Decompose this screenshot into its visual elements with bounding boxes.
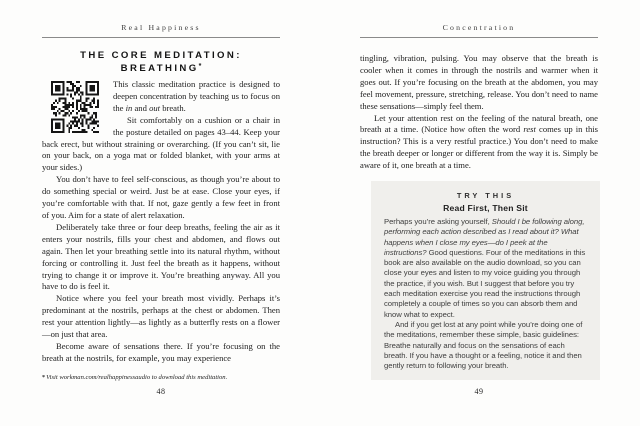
paragraph: Notice where you feel your breath most vividly. Perhaps it’s predominant at the nostrils, perhaps at the chest or abdomen. Then rest your attention lightly—as lightly as a butterfly rests on a flower—on just that area. <box>42 293 280 340</box>
page-number-right: 49 <box>474 387 484 396</box>
paragraph: Sit comfortably on a cushion or a chair in the posture detailed on pages 43–44. Keep your back erect, but without straining or overarching. (If you can’t sit, lie on your back, on a yoga mat or folded blanket, with your arms at your sides.) <box>42 114 280 173</box>
chapter-title <box>42 50 280 76</box>
box-paragraph: And if you get lost at any point while you’re doing one of the meditations, remember these simple, basic guidelines: Breathe naturally and focus on the sensations of each breath. If you have a thought or a feeling, notice it and then gently return to following your breath. <box>384 319 583 371</box>
paragraph: Let your attention rest on the feeling of the natural breath, one breath at a time. (Notice how often the word rest comes up in this instruction? This is a very restful practice.) You don’t need to make the breath deeper or longer or different from the way it is. Simply be aware of it, one breath at a time. <box>360 112 598 171</box>
footnote-marker: * <box>42 374 46 381</box>
left-page <box>42 0 280 426</box>
paragraph: You don’t have to feel self-conscious, as though you’re about to do something special or weird. Just be at ease. Close your eyes, if you’re comfortable with that. If not, gaze gently a few feet in front of you. Aim for a state of alert relaxation. <box>42 174 280 220</box>
paragraph: tingling, vibration, pulsing. You may observe that the breath is cooler when it comes in through the nostrils and warmer when it goes out. If you’re focusing on the breath at the abdomen, you may feel movement, pressure, stretching, release. You don’t need to name these sensations—simply feel them. <box>360 53 598 111</box>
footnote-text: Visit workman.com/realhappinessaudio to download this meditation. <box>46 374 228 381</box>
page-number-left: 48 <box>156 387 166 396</box>
qr-code-icon <box>51 81 99 133</box>
paragraph: Become aware of sensations there. If you’re focusing on the breath at the nostrils, for example, you may experience <box>42 340 280 363</box>
box-kicker: TRY THIS <box>456 191 515 200</box>
paragraph: This classic meditation practice is designed to deepen concentration by teaching us to focus on the in and out breath. <box>113 79 280 113</box>
header-rule-right <box>360 37 598 38</box>
running-head-left: Real Happiness <box>121 23 201 32</box>
try-this-box <box>371 181 600 380</box>
right-body-text <box>360 53 598 172</box>
title-footnote-marker: * <box>198 63 202 70</box>
header-rule-left <box>42 37 280 38</box>
left-body-text <box>42 79 280 365</box>
chapter-title-line1: THE CORE MEDITATION: <box>80 50 242 61</box>
right-page <box>360 0 598 426</box>
box-heading: Read First, Then Sit <box>443 203 528 213</box>
box-paragraph: Perhaps you’re asking yourself, Should I be following along, performing each action described as I read about it? What happens when I close my eyes—do I peek at the instructions? Good questions. Four of the meditations in this book are also available on the audio download, so you can close your eyes and listen to my voice guiding you through the practice, if you wish. But I suggest that before you try each meditation exercise you read the instructions through completely a couple of times so you can absorb them and know what to expect. <box>384 217 586 319</box>
footnote <box>42 374 280 382</box>
paragraph: Deliberately take three or four deep breaths, feeling the air as it enters your nostrils, fills your chest and abdomen, and flows out again. Then let your breathing settle into its natural rhythm, without forcing or controlling it. Just feel the breath as it happens, without trying to change it or improve it. You’re breathing anyway. All you have to do is feel it. <box>42 221 280 292</box>
running-head-right: Concentration <box>442 23 516 32</box>
chapter-title-line2: BREATHING <box>120 62 199 74</box>
